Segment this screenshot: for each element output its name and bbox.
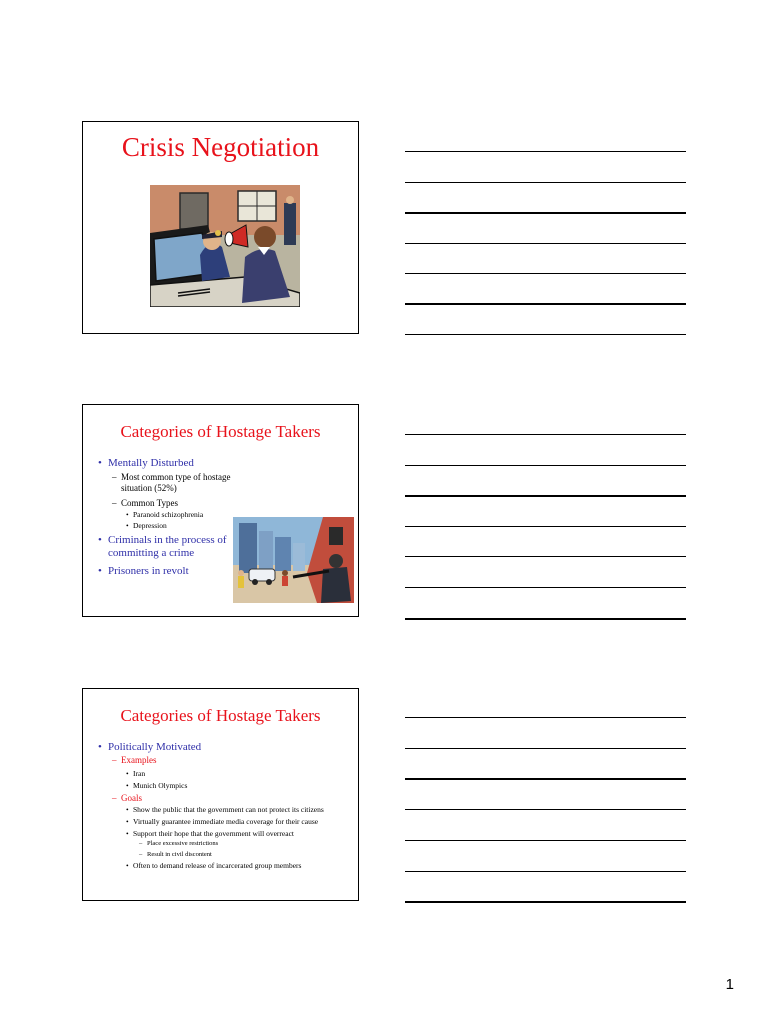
note-line [405,212,686,214]
item-goal-4: • Often to demand release of incarcerated group members [133,861,301,870]
note-line [405,526,686,527]
item-sub-2: – Result in civil discontent [147,851,212,859]
note-line [405,618,686,620]
note-line [405,334,686,335]
item-iran: • Iran [133,769,145,778]
note-line [405,303,686,305]
note-line [405,151,686,152]
bullet-mentally-disturbed: • Mentally Disturbed [108,457,194,470]
item-sub-1: – Place excessive restrictions [147,840,218,848]
item-paranoid: • Paranoid schizophrenia [133,510,203,519]
sub-bullet-goals: – Goals [121,793,142,804]
note-line [405,273,686,274]
slide-categories-2 [82,688,359,901]
note-line [405,901,686,903]
note-line [405,182,686,183]
sub-bullet-common-types: – Common Types [121,498,178,509]
item-goal-2: • Virtually guarantee immediate media coverage for their cause [133,817,318,826]
police-megaphone-clipart [150,185,300,307]
street-hostage-clipart [233,517,354,603]
slide-categories-1 [82,404,359,617]
item-depression: • Depression [133,521,167,530]
note-line [405,465,686,466]
note-line [405,778,686,780]
note-line [405,871,686,872]
note-line [405,495,686,497]
note-line [405,748,686,749]
note-line [405,717,686,718]
item-goal-3: • Support their hope that the government will overreact [133,829,294,838]
slide-title: Categories of Hostage Takers [120,422,321,441]
note-line [405,556,686,557]
note-line [405,243,686,244]
note-line [405,587,686,588]
slide-title: Crisis Negotiation [121,132,320,162]
bullet-prisoners: • Prisoners in revolt [108,565,189,578]
slide-crisis-negotiation [82,121,359,334]
note-line [405,434,686,435]
bullet-criminals: • Criminals in the process of committing a crime [108,534,238,560]
item-goal-1: • Show the public that the government can not protect its citizens [133,805,324,814]
page-number: 1 [725,976,734,993]
sub-bullet-most-common: – Most common type of hostage situation (52%) [121,472,241,494]
note-line [405,840,686,841]
item-munich: • Munich Olympics [133,781,187,790]
bullet-politically-motivated: • Politically Motivated [108,741,201,754]
sub-bullet-examples: – Examples [121,755,157,766]
slide-title: Categories of Hostage Takers [120,706,321,725]
note-line [405,809,686,810]
